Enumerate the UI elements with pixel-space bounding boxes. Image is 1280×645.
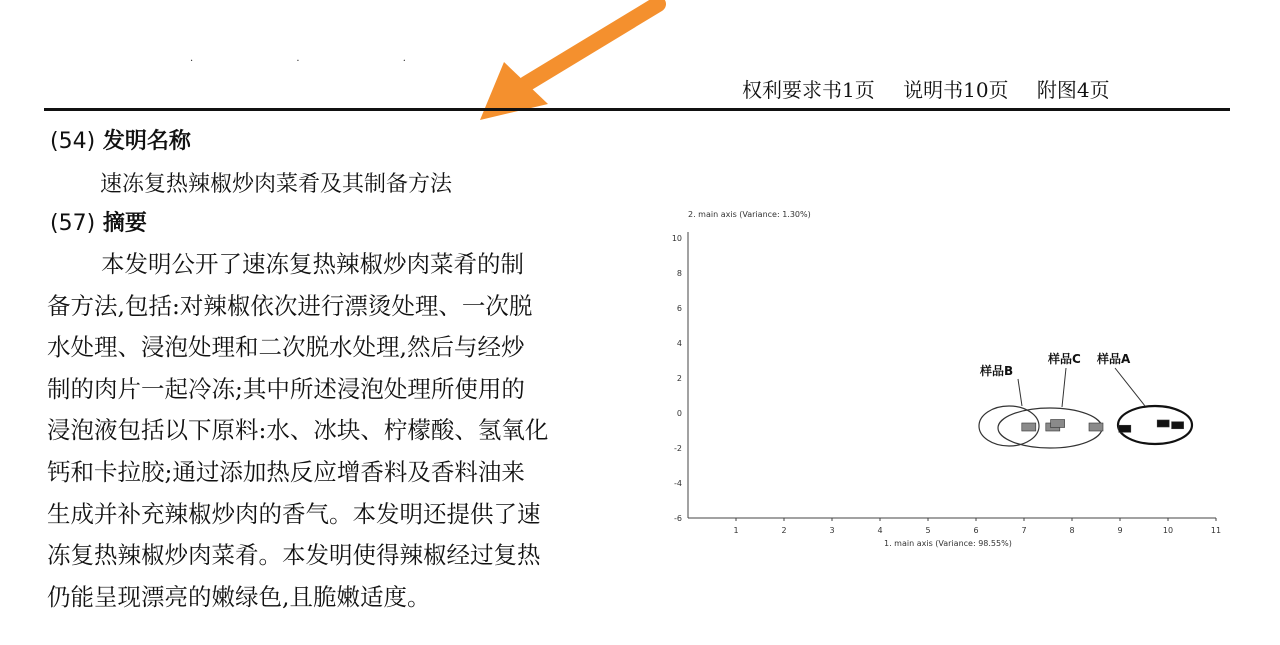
y-tick-label: 0 bbox=[676, 409, 682, 418]
y-tick-label: 8 bbox=[676, 269, 682, 278]
y-axis-label: 2. main axis (Variance: 1.30%) bbox=[688, 210, 811, 219]
y-ticks bbox=[672, 234, 682, 523]
description-pages: 说明书10页 bbox=[903, 78, 1009, 102]
sample-clusters bbox=[979, 351, 1192, 448]
x-tick-label: 11 bbox=[1210, 526, 1222, 535]
y-tick-label: 6 bbox=[676, 304, 682, 313]
sample-a-leader bbox=[1115, 368, 1145, 406]
sample-c-label: 样品C bbox=[1048, 352, 1081, 366]
abstract-line: 钙和卡拉胶;通过添加热反应增香料及香料油来 bbox=[47, 457, 525, 486]
x-tick-label: 4 bbox=[877, 526, 883, 535]
claims-pages: 权利要求书1页 bbox=[742, 78, 875, 102]
sample-b-leader bbox=[1018, 379, 1022, 406]
abstract-line: 水处理、浸泡处理和二次脱水处理,然后与经炒 bbox=[47, 333, 525, 362]
abstract-line: 冻复热辣椒炒肉菜肴。本发明使得辣椒经过复热 bbox=[47, 541, 541, 570]
sample-b-label: 样品B bbox=[980, 364, 1014, 378]
page-count-header bbox=[742, 74, 1132, 103]
y-tick-label: 10 bbox=[671, 234, 682, 243]
abstract-line: 仍能呈现漂亮的嫩绿色,且脆嫩适度。 bbox=[47, 582, 431, 611]
section-54-title bbox=[50, 124, 191, 155]
data-point bbox=[1089, 423, 1103, 431]
x-tick-label: 5 bbox=[925, 526, 931, 535]
x-tick-label: 7 bbox=[1021, 526, 1027, 535]
x-tick-label: 10 bbox=[1162, 526, 1174, 535]
sample-a-label: 样品A bbox=[1097, 352, 1131, 366]
invention-name: 速冻复热辣椒炒肉菜肴及其制备方法 bbox=[100, 172, 453, 197]
data-point bbox=[1022, 423, 1036, 431]
data-point bbox=[1119, 425, 1131, 432]
header-rule bbox=[44, 108, 1230, 111]
y-tick-label: 2 bbox=[676, 374, 682, 383]
abstract-line: 备方法,包括:对辣椒依次进行漂烫处理、一次脱 bbox=[47, 291, 533, 320]
section-54-label: 发明名称 bbox=[102, 129, 191, 154]
x-tick-label: 6 bbox=[973, 526, 979, 535]
x-axis-label: 1. main axis (Variance: 98.55%) bbox=[884, 539, 1012, 548]
data-point bbox=[1172, 422, 1184, 429]
x-tick-label: 1 bbox=[733, 526, 739, 535]
x-tick-label: 8 bbox=[1069, 526, 1075, 535]
y-tick-label: -4 bbox=[674, 479, 682, 488]
abstract-line: 生成并补充辣椒炒肉的香气。本发明还提供了速 bbox=[47, 499, 541, 528]
section-57-label: 摘要 bbox=[102, 211, 147, 236]
data-points bbox=[1022, 420, 1184, 433]
pca-chart bbox=[660, 200, 1240, 560]
drawings-pages: 附图4页 bbox=[1036, 78, 1110, 102]
abstract-line: 本发明公开了速冻复热辣椒炒肉菜肴的制 bbox=[101, 250, 524, 278]
x-tick-label: 3 bbox=[829, 526, 835, 535]
y-tick-label: -6 bbox=[674, 514, 682, 523]
sample-c-leader bbox=[1062, 368, 1066, 407]
scan-specks: · · · bbox=[190, 56, 456, 67]
x-tick-label: 2 bbox=[781, 526, 787, 535]
section-57-number: (57) bbox=[50, 211, 96, 236]
section-54-number: (54) bbox=[50, 129, 96, 154]
y-tick-label: 4 bbox=[676, 339, 682, 348]
abstract-line: 制的肉片一起冷冻;其中所述浸泡处理所使用的 bbox=[47, 374, 525, 403]
y-tick-label: -2 bbox=[674, 444, 682, 453]
section-57-title bbox=[50, 206, 147, 237]
data-point bbox=[1157, 420, 1169, 427]
abstract-text bbox=[47, 244, 612, 618]
abstract-line: 浸泡液包括以下原料:水、冰块、柠檬酸、氢氧化 bbox=[47, 416, 549, 445]
data-point bbox=[1051, 420, 1065, 428]
x-tick-label: 9 bbox=[1117, 526, 1123, 535]
x-ticks bbox=[733, 518, 1221, 535]
